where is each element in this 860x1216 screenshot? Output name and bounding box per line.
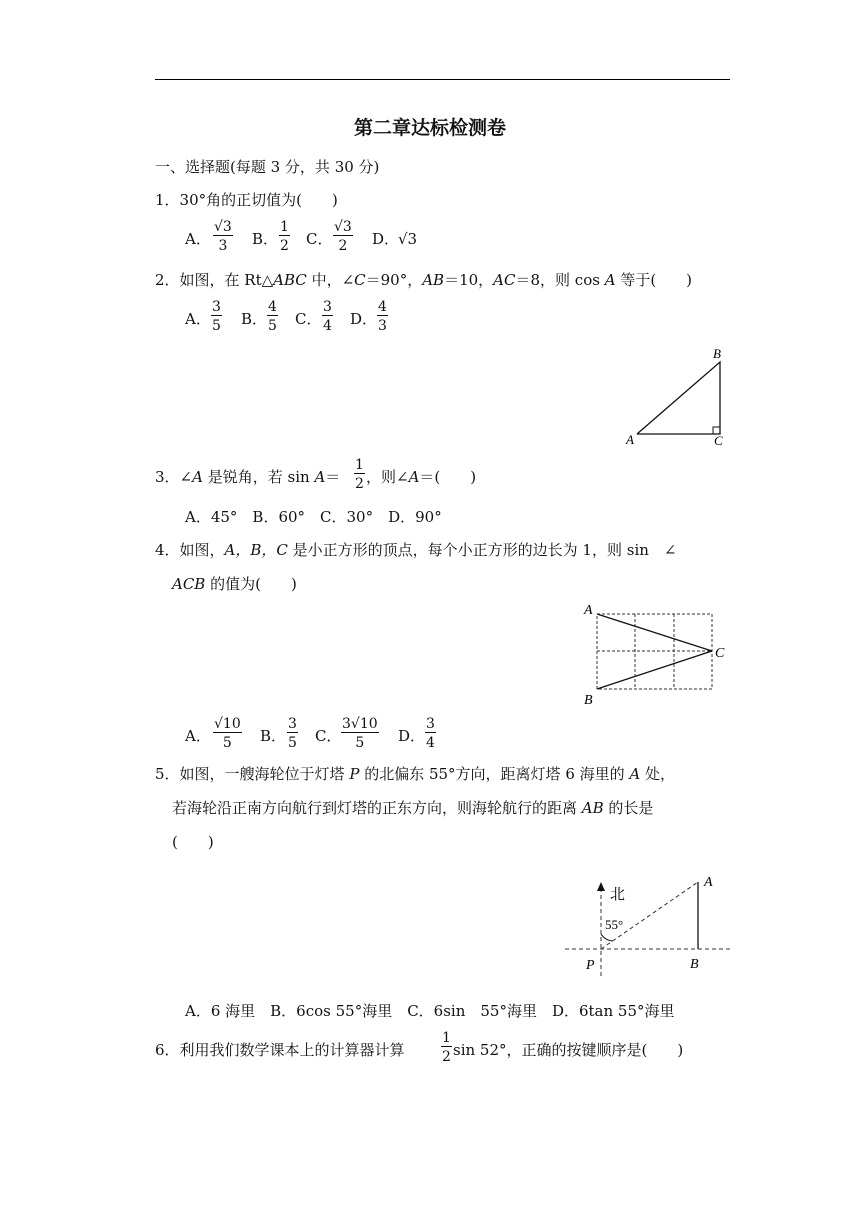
q2-option-c-fraction [322,300,333,333]
q5-line2-pre: 若海轮沿正南方向航行到灯塔的正东方向，则海轮航行的距离 [172,799,582,817]
q4-line1-pre: 4．如图， [155,541,225,559]
q5-north-label: 北 [610,887,626,903]
q4-c-numerator: 3√10 [342,716,378,732]
q4-option-b-label: B． [260,727,287,745]
q2-c-denominator: 4 [323,318,332,334]
q2-option-a-fraction [211,300,222,333]
q1-option-c-label: C． [306,230,333,248]
q3-numerator: 1 [355,457,364,473]
q1-option-a-label: A． [185,230,211,248]
q3-denominator: 2 [355,476,364,492]
q4-line1-abc: A，B，C [224,541,288,559]
page-title: 第二章达标检测卷 [353,117,506,139]
q4-line1-post: 是小正方形的顶点，每个小正方形的边长为 1，则 sin ∠ [287,541,677,559]
section-heading: 一、选择题(每题 3 分，共 30 分) [155,158,380,176]
q4-option-a-fraction [213,717,242,750]
q2-stem-mid4: ＝8，则 cos [515,271,605,289]
q2-stem-a: A [604,271,616,289]
q1-stem: 1．30°角的正切值为( ) [155,191,338,209]
q2-b-numerator: 4 [268,299,277,315]
q3-stem-mid: 是锐角，若 sin [202,468,315,486]
q6-stem-pre: 6．利用我们数学课本上的计算器计算 [155,1041,405,1059]
q5-line2-end: 的长是 [603,799,654,817]
q1-c-numerator: √3 [334,219,352,235]
q6-denominator: 2 [442,1049,451,1065]
q4-segment-bc [597,651,712,689]
q4-line2-post: 的值为( ) [205,575,297,593]
q6-fraction [441,1031,452,1064]
q2-option-b-fraction [267,300,278,333]
q4-option-c-fraction [341,717,379,750]
q2-stem-end: 等于( ) [615,271,693,289]
q5-label-b: B [690,957,699,972]
q4-option-d-fraction [425,717,436,750]
q2-d-numerator: 4 [378,299,387,315]
q1-option-c-fraction [333,220,353,253]
q2-stem-mid: 中，∠ [306,271,355,289]
q2-option-b-label: B． [241,310,268,328]
q1-option-b-fraction [279,220,290,253]
q3-stem [155,470,340,485]
q1-b-denominator: 2 [280,238,289,254]
q3-stem-end: ＝( ) [419,468,477,486]
q5-stem-line3: ( ) [172,833,214,851]
q5-label-a: A [704,875,713,890]
q4-c-denominator: 5 [355,735,365,751]
q2-label-a: A [626,432,634,447]
q1-c-denominator: 2 [338,238,348,254]
q4-segment-ac [597,614,712,651]
q2-stem-c: C [354,271,366,289]
q5-line1-p: P [349,765,360,783]
q1-a-numerator: √3 [214,219,232,235]
q2-stem-pre: 2．如图，在 Rt△ [155,271,274,289]
q6-stem-post: sin 52°，正确的按键顺序是( ) [453,1041,684,1059]
q2-stem [155,273,692,288]
q3-options: A．45° B．60° C．30° D．90° [185,508,442,526]
q4-line2-acb: ACB [172,575,206,593]
q4-label-c: C [715,646,725,661]
q1-option-d-label: D． [372,230,400,248]
q5-line1-a: A [629,765,641,783]
q2-triangle-figure [600,340,740,455]
q4-d-numerator: 3 [426,716,435,732]
q4-option-d-label: D． [398,727,426,745]
q1-option-a-fraction [213,220,233,253]
q5-bearing-figure [560,868,735,978]
q2-triangle-edges [637,362,720,434]
q1-option-d-value: √3 [398,230,418,248]
q3-stem-a2: A [314,468,326,486]
q1-option-b-label: B． [252,230,279,248]
q6-numerator: 1 [442,1030,451,1046]
q5-options: A．6 海里 B．6cos 55°海里 C．6sin 55°海里 D．6tan 55°海里 [185,1002,675,1020]
header-rule [155,79,730,80]
q2-a-denominator: 5 [212,318,221,334]
q5-line1-pre: 5．如图，一艘海轮位于灯塔 [155,765,350,783]
q4-option-c-label: C． [315,727,342,745]
q1-b-numerator: 1 [280,219,289,235]
q4-a-numerator: √10 [214,716,241,732]
q2-stem-ac: AC [493,271,516,289]
q3-stem-tail [366,470,476,485]
q1-a-denominator: 3 [218,238,228,254]
q2-option-d-fraction [377,300,388,333]
q5-line2-ab: AB [581,799,604,817]
q3-stem-post: ，则∠ [366,468,409,486]
q3-stem-a3: A [408,468,420,486]
q4-dashed-grid [597,614,712,689]
q4-label-a: A [584,603,593,618]
q2-c-numerator: 3 [323,299,332,315]
q2-stem-ab: AB [422,271,445,289]
q2-option-a-label: A． [185,310,211,328]
q3-fraction [354,458,365,491]
q4-a-denominator: 5 [222,735,232,751]
q2-label-c: C [714,433,723,448]
q2-a-numerator: 3 [212,299,221,315]
q5-north-arrow-icon [597,882,605,891]
q4-grid-figure [578,600,738,710]
q2-stem-mid2: ＝90°， [365,271,423,289]
q3-stem-eq: ＝ [325,468,341,486]
q2-label-b: B [713,346,721,361]
q5-label-p: P [586,958,595,973]
q3-stem-a: A [192,468,203,486]
q2-b-denominator: 5 [268,318,277,334]
q4-b-numerator: 3 [288,716,297,732]
q4-stem-line2 [172,577,297,592]
q4-option-a-label: A． [185,727,211,745]
q4-label-b: B [584,693,593,708]
q5-line1-end: 处， [640,765,676,783]
q2-option-c-label: C． [295,310,322,328]
q2-stem-abc: ABC [273,271,307,289]
q2-d-denominator: 3 [378,318,387,334]
q5-line1-mid: 的北偏东 55°方向，距离灯塔 6 海里的 [359,765,630,783]
q4-b-denominator: 5 [288,735,297,751]
q4-option-b-fraction [287,717,298,750]
q5-angle-label: 55° [605,917,624,932]
q2-option-d-label: D． [350,310,378,328]
q5-angle-arc [601,934,613,941]
q4-stem-line1 [155,543,676,558]
q5-stem-line1 [155,767,675,782]
q2-stem-mid3: ＝10， [444,271,494,289]
q4-d-denominator: 4 [426,735,435,751]
q3-stem-pre: 3．∠ [155,468,193,486]
q5-stem-line2 [172,801,653,816]
